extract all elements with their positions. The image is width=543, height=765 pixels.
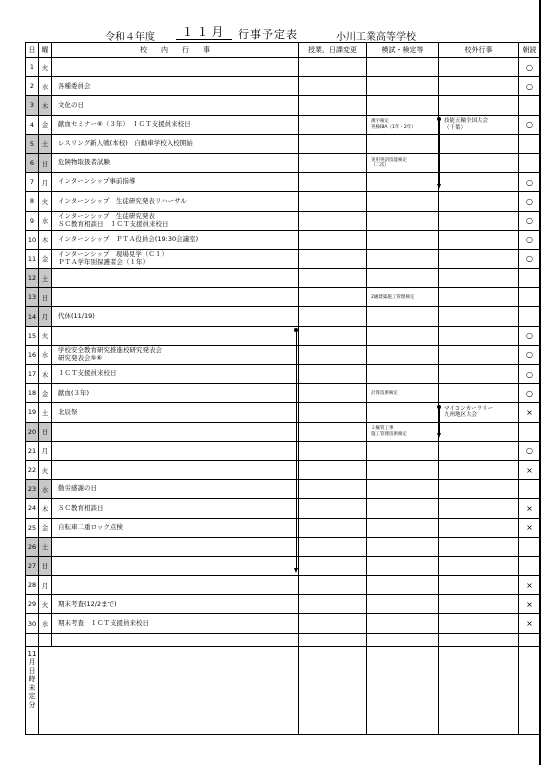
weekday-cell: 金 [39,518,52,537]
class-change-cell [299,460,367,479]
table-row [26,269,541,288]
external-cell [439,422,519,441]
day-number: 2 [26,77,39,96]
weekday-cell: 火 [39,58,52,77]
event-cell [52,537,299,556]
class-change-cell [299,115,367,134]
class-change-cell [299,269,367,288]
day-number: 9 [26,211,39,230]
col-mock-exams: 模試・検定等 [367,43,439,58]
exam-cell [367,480,439,499]
weekday-cell: 火 [39,192,52,211]
reading-mark [519,556,541,575]
day-number: 19 [26,403,39,422]
event-cell: 代休(11/19) [52,307,299,326]
event-cell: 自転車二重ロック点検 [52,518,299,537]
reading-mark: × [519,518,541,537]
event-cell: 学校安全教育研究推進校研究発表会 研究発表会⑤⑥ [52,345,299,364]
exam-cell [367,403,439,422]
pending-cell [367,646,439,734]
reading-mark [519,422,541,441]
external-cell [439,211,519,230]
reading-mark [519,537,541,556]
weekday-cell: 日 [39,153,52,172]
exam-cell [367,58,439,77]
reading-mark: × [519,614,541,633]
class-change-cell [299,499,367,518]
weekday-cell: 日 [39,288,52,307]
spacer-cell [439,633,519,646]
event-cell: 北辰祭 [52,403,299,422]
event-cell: ＳＣ教育相談日 [52,499,299,518]
weekday-cell: 木 [39,365,52,384]
day-number: 3 [26,96,39,115]
external-cell [439,307,519,326]
reading-mark: ○ [519,441,541,460]
reading-mark: ○ [519,326,541,345]
exam-cell: 実用英語技能検定 （二次） [367,153,439,172]
event-cell: レスリング新人戦(本校) 自動車学校入校開始 [52,134,299,153]
day-number: 4 [26,115,39,134]
table-row [26,422,541,441]
class-change-cell [299,384,367,403]
external-cell [439,460,519,479]
exam-cell [367,614,439,633]
class-change-cell [299,576,367,595]
table-row [26,153,541,172]
spacer-cell [52,633,299,646]
table-row [26,211,541,230]
external-cell [439,518,519,537]
table-row [26,403,541,422]
spacer-cell [299,633,367,646]
spacer-row [26,633,541,646]
external-cell [439,480,519,499]
external-cell [439,441,519,460]
class-change-cell [299,480,367,499]
table-row [26,614,541,633]
class-change-cell [299,614,367,633]
external-cell [439,96,519,115]
exam-cell [367,576,439,595]
event-cell [52,576,299,595]
school-name: 小川工業高等学校 [336,32,416,43]
external-cell [439,537,519,556]
exam-cell [367,307,439,326]
exam-cell [367,365,439,384]
class-change-cell [299,307,367,326]
event-cell: ＩＣＴ支援員来校日 [52,365,299,384]
class-change-cell [299,595,367,614]
weekday-cell: 月 [39,173,52,192]
schedule-table [25,42,541,735]
day-number: 21 [26,441,39,460]
day-number: 16 [26,345,39,364]
weekday-cell: 火 [39,595,52,614]
external-cell [439,173,519,192]
fiscal-year: 令和４年度 [105,32,155,43]
table-row [26,518,541,537]
exam-cell [367,345,439,364]
spacer-cell [519,633,541,646]
col-morning-reading: 朝読 [519,43,541,58]
table-row [26,365,541,384]
day-number: 11 [26,249,39,268]
class-change-cell [299,441,367,460]
weekday-cell: 月 [39,307,52,326]
day-number: 7 [26,173,39,192]
exam-cell [367,499,439,518]
external-cell: 技能五輪全国大会 （千葉） [439,115,519,134]
class-change-cell [299,153,367,172]
weekday-cell: 土 [39,537,52,556]
day-number: 13 [26,288,39,307]
exam-cell [367,595,439,614]
day-number: 17 [26,365,39,384]
reading-mark: ○ [519,58,541,77]
open-class-span-arrowhead [294,568,298,573]
reading-mark: ○ [519,365,541,384]
external-cell [439,288,519,307]
reading-mark: ○ [519,345,541,364]
table-row [26,480,541,499]
exam-cell [367,192,439,211]
reading-mark [519,288,541,307]
weekday-cell: 水 [39,614,52,633]
external-cell [439,556,519,575]
header-row [26,43,541,58]
page-header [0,26,543,42]
external-cell: マイコンカーラリー 九州地区大会 [439,403,519,422]
exam-cell [367,556,439,575]
day-number: 24 [26,499,39,518]
table-row [26,230,541,249]
class-change-cell [299,422,367,441]
reading-mark [519,134,541,153]
weekday-cell: 水 [39,480,52,499]
exam-cell: 漢字検定 英検IBA（1年・2年） [367,115,439,134]
event-cell [52,288,299,307]
day-number: 22 [26,460,39,479]
table-row [26,173,541,192]
reading-mark: ○ [519,384,541,403]
day-number: 28 [26,576,39,595]
class-change-cell [299,211,367,230]
pending-cell [439,646,519,734]
external-cell [439,58,519,77]
day-number: 29 [26,595,39,614]
class-change-cell [299,326,367,345]
class-change-cell [299,192,367,211]
reading-mark: × [519,576,541,595]
class-change-cell [299,96,367,115]
table-row [26,345,541,364]
weekday-cell: 木 [39,96,52,115]
weekday-cell: 木 [39,499,52,518]
table-row [26,307,541,326]
reading-mark: × [519,403,541,422]
event-cell [52,460,299,479]
external-cell [439,134,519,153]
day-number: 14 [26,307,39,326]
event-cell: 危険物取扱者試験 [52,153,299,172]
day-number: 1 [26,58,39,77]
external-cell [439,77,519,96]
class-change-cell [299,77,367,96]
weekday-cell: 水 [39,345,52,364]
exam-cell: 2級建築施工管理検定 [367,288,439,307]
micon-rally-span-line [439,407,440,434]
table-row [26,58,541,77]
pending-cell [299,646,367,734]
external-cell [439,153,519,172]
day-number: 27 [26,556,39,575]
exam-cell [367,249,439,268]
weekday-cell: 日 [39,422,52,441]
table-row [26,115,541,134]
external-cell [439,345,519,364]
table-row [26,441,541,460]
weekday-cell: 月 [39,576,52,595]
day-number: 8 [26,192,39,211]
class-change-cell [299,556,367,575]
reading-mark: ○ [519,115,541,134]
class-change-cell [299,288,367,307]
event-cell [52,269,299,288]
event-cell: 期末考査 ＩＣＴ支援員来校日 [52,614,299,633]
reading-mark: ○ [519,192,541,211]
spacer-cell [367,633,439,646]
external-cell [439,499,519,518]
table-row [26,556,541,575]
event-cell: 献血セミナー⑥（３年） ＩＣＴ支援員来校日 [52,115,299,134]
class-change-cell [299,230,367,249]
weekday-cell: 水 [39,77,52,96]
weekday-cell: 金 [39,115,52,134]
reading-mark [519,96,541,115]
weekday-cell: 木 [39,230,52,249]
event-cell: インターンシップ 生徒研究発表 ＳＣ教育相談日 ＩＣＴ支援員来校日 [52,211,299,230]
class-change-cell [299,58,367,77]
table-row [26,96,541,115]
day-number: 10 [26,230,39,249]
reading-mark [519,307,541,326]
page-title: 行事予定表 [238,28,298,41]
micon-rally-span-arrowhead [437,433,441,438]
event-cell [52,58,299,77]
table-row [26,326,541,345]
class-change-cell [299,173,367,192]
exam-cell [367,77,439,96]
spacer-cell [26,633,39,646]
day-number: 5 [26,134,39,153]
exam-cell [367,134,439,153]
table-row [26,134,541,153]
table-row [26,192,541,211]
table-row [26,460,541,479]
reading-mark: ○ [519,249,541,268]
day-number: 30 [26,614,39,633]
table-row [26,499,541,518]
schedule-body [26,58,541,735]
class-change-cell [299,345,367,364]
external-cell [439,576,519,595]
reading-mark: ○ [519,230,541,249]
table-row [26,537,541,556]
external-cell [439,384,519,403]
exam-cell [367,441,439,460]
reading-mark [519,153,541,172]
day-number: 15 [26,326,39,345]
pending-label: 11 月 日 時 未 定 分 [26,646,39,734]
event-cell: 期末考査(12/2まで) [52,595,299,614]
pending-cell [519,646,541,734]
weekday-cell: 月 [39,441,52,460]
day-number: 12 [26,269,39,288]
exam-cell [367,211,439,230]
reading-mark [519,480,541,499]
spacer-cell [39,633,52,646]
weekday-cell: 土 [39,403,52,422]
event-cell [52,441,299,460]
exam-cell [367,537,439,556]
col-weekday: 曜 [39,43,52,58]
event-cell: インターンシップ事前指導 [52,173,299,192]
event-cell [52,326,299,345]
event-cell [52,422,299,441]
weekday-cell: 土 [39,269,52,288]
pending-cell [39,646,299,734]
external-cell [439,365,519,384]
day-number: 23 [26,480,39,499]
exam-cell [367,230,439,249]
class-change-cell [299,403,367,422]
day-number: 20 [26,422,39,441]
day-number: 18 [26,384,39,403]
exam-cell [367,460,439,479]
external-cell [439,192,519,211]
month-label: １１月 [176,26,232,40]
class-change-cell [299,365,367,384]
event-cell: 文化の日 [52,96,299,115]
weekday-cell: 水 [39,211,52,230]
reading-mark: ○ [519,211,541,230]
pending-row [26,646,541,734]
skills-olympics-span-arrowhead [437,184,441,189]
weekday-cell: 金 [39,249,52,268]
reading-mark: ○ [519,77,541,96]
event-cell: インターンシップ ＰＴＡ役員会(19:30会議室) [52,230,299,249]
weekday-cell: 土 [39,134,52,153]
day-number: 6 [26,153,39,172]
table-row [26,249,541,268]
class-change-cell [299,537,367,556]
reading-mark: × [519,499,541,518]
day-number: 26 [26,537,39,556]
exam-cell [367,173,439,192]
exam-cell: ２級管工事 施工管理技術検定 [367,422,439,441]
event-cell: インターンシップ 生徒研究発表リハーサル [52,192,299,211]
weekday-cell: 火 [39,460,52,479]
exam-cell [367,326,439,345]
open-class-span-line [296,330,297,568]
weekday-cell: 火 [39,326,52,345]
event-cell [52,556,299,575]
external-cell [439,269,519,288]
class-change-cell [299,518,367,537]
reading-mark: × [519,595,541,614]
table-row [26,288,541,307]
weekday-cell: 金 [39,384,52,403]
event-cell: 献血(３年) [52,384,299,403]
class-change-cell [299,249,367,268]
event-cell: 勤労感謝の日 [52,480,299,499]
col-school-events: 校 内 行 事 [52,43,299,58]
col-day: 日 [26,43,39,58]
day-number: 25 [26,518,39,537]
exam-cell [367,518,439,537]
table-row [26,77,541,96]
external-cell [439,326,519,345]
table-row [26,384,541,403]
reading-mark: ○ [519,173,541,192]
external-cell [439,614,519,633]
table-row [26,595,541,614]
weekday-cell: 日 [39,556,52,575]
col-external: 校外行事 [439,43,519,58]
reading-mark: × [519,460,541,479]
event-cell: 各種委員会 [52,77,299,96]
exam-cell: 計算技術検定 [367,384,439,403]
external-cell [439,249,519,268]
event-cell: インターンシップ 現場見学（Ｃ１） ＰＴＡ学年別保護者会（１年） [52,249,299,268]
table-row [26,576,541,595]
external-cell [439,230,519,249]
external-cell [439,595,519,614]
open-class-span-start-marker [294,328,298,332]
class-change-cell [299,134,367,153]
skills-olympics-span-line [439,119,440,185]
col-class-change: 授業、日課変更 [299,43,367,58]
exam-cell [367,96,439,115]
skills-olympics-span-start-marker [437,117,441,121]
micon-rally-span-start-marker [437,405,441,409]
exam-cell [367,269,439,288]
reading-mark [519,269,541,288]
